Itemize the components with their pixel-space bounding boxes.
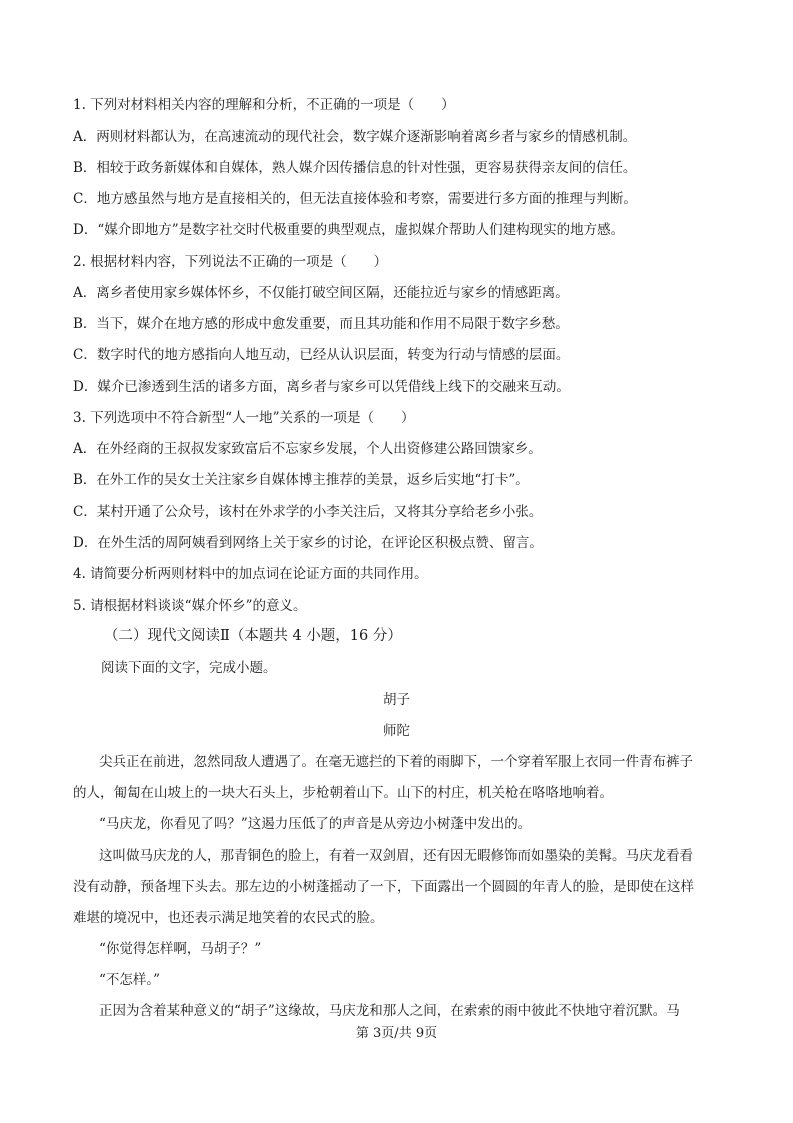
story-paragraph-line: 难堪的境况中，也还表示满足地笑着的农民式的脸。 xyxy=(73,910,384,926)
question-3-option-a: A．在外经商的王叔叔发家致富后不忘家乡发展，个人出资修建公路回馈家乡。 xyxy=(73,441,542,457)
question-1-option-d: D．“媒介即地方”是数字社交时代极重要的典型观点，虚拟媒介帮助人们建构现实的地方感。 xyxy=(73,222,625,238)
question-3-option-b: B．在外工作的吴女士关注家乡自媒体博主推荐的美景，返乡后实地“打卡”。 xyxy=(73,472,529,488)
story-paragraph-line: 尖兵正在前进，忽然同敌人遭遇了。在毫无遮拦的下着的雨脚下，一个穿着军服上衣同一件青布裤子 xyxy=(99,754,693,770)
question-1-option-a: A．两则材料都认为，在高速流动的现代社会，数字媒介逐渐影响着离乡者与家乡的情感机制。 xyxy=(73,129,637,145)
story-title: 胡子 xyxy=(383,692,410,708)
question-1-stem: 1. 下列对材料相关内容的理解和分析，不正确的一项是（ ） xyxy=(73,97,455,113)
question-1-option-c: C．地方感虽然与地方是直接相关的，但无法直接体验和考察，需要进行多方面的推理与判断。 xyxy=(73,191,637,207)
story-author: 师陀 xyxy=(383,723,410,739)
question-3-option-d: D．在外生活的周阿姨看到网络上关于家乡的讨论，在评论区积极点赞、留言。 xyxy=(73,535,543,551)
question-3-option-c: C．某村开通了公众号，该村在外求学的小李关注后，又将其分享给老乡小张。 xyxy=(73,504,543,520)
reading-instruction: 阅读下面的文字，完成小题。 xyxy=(101,660,277,676)
story-paragraph-line: 没有动静，预备埋下头去。那左边的小树蓬摇动了一下，下面露出一个圆圆的年青人的脸，是即使在这样 xyxy=(73,879,694,895)
question-2-option-a: A．离乡者使用家乡媒体怀乡，不仅能打破空间区隔，还能拉近与家乡的情感距离。 xyxy=(73,285,569,301)
question-1-option-b: B．相较于政务新媒体和自媒体，熟人媒介因传播信息的针对性强，更容易获得亲友间的信任。 xyxy=(73,160,637,176)
section-heading: （二）现代文阅读Ⅱ（本题共 4 小题，16 分） xyxy=(104,628,402,644)
story-paragraph-line: 正因为含着某种意义的“胡子”这缘故，马庆龙和那人之间，在索索的雨中彼此不快地守着沉默。马 xyxy=(99,1003,680,1019)
story-dialogue-line: “你觉得怎样啊，马胡子？” xyxy=(99,941,262,957)
story-paragraph-line: 这叫做马庆龙的人，那青铜色的脸上，有着一双剑眉，还有因无暇修饰而如墨染的美髯。马庆龙看看 xyxy=(99,848,693,864)
question-2-option-d: D．媒介已渗透到生活的诸多方面，离乡者与家乡可以凭借线上线下的交融来互动。 xyxy=(73,379,570,395)
story-dialogue-line: “不怎样。” xyxy=(99,972,161,988)
question-2-option-c: C．数字时代的地方感指向人地互动，已经从认识层面，转变为行动与情感的层面。 xyxy=(73,347,570,363)
question-2-stem: 2. 根据材料内容，下列说法不正确的一项是（ ） xyxy=(73,254,388,270)
page-footer: 第 3页/共 9页 xyxy=(355,1026,438,1041)
story-paragraph-line: 的人，匍匐在山坡上的一块大石头上，步枪朝着山下。山下的村庄，机关枪在咯咯地响着。 xyxy=(73,785,613,801)
question-4: 4. 请简要分析两则材料中的加点词在论证方面的共同作用。 xyxy=(73,566,428,582)
question-3-stem: 3. 下列选项中不符合新型“人一地”关系的一项是（ ） xyxy=(73,410,415,426)
story-paragraph-line: “马庆龙，你看见了吗？”这遏力压低了的声音是从旁边小树蓬中发出的。 xyxy=(99,816,532,832)
question-5: 5. 请根据材料谈谈“媒介怀乡”的意义。 xyxy=(73,598,307,614)
question-2-option-b: B．当下，媒介在地方感的形成中愈发重要，而且其功能和作用不局限于数字乡愁。 xyxy=(73,316,569,332)
